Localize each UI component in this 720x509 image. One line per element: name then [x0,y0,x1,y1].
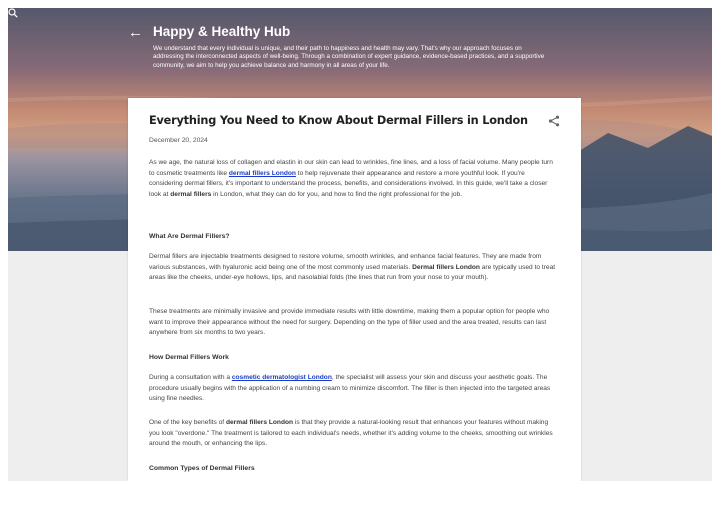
intro-bold: dermal fillers [170,190,212,198]
search-icon[interactable] [8,8,18,18]
p1-text-1: Dermal fillers are injectable treatments designed to restore volume, smooth wrinkles, and enhance facial features. They are made from various substances, with hyaluronic acid being one of the most commonly used materials. [149,253,542,271]
p3-text-2: , the specialist will assess your skin and discuss your aesthetic goals. The procedure usually begins with the application of a numbing cream to minimize discomfort. The filler is then injected into the targeted areas using fine needles. [149,374,551,402]
intro-paragraph [149,158,560,200]
blog-description: We understand that every individual is unique, and their path to happiness and health may vary. That's why our approach focuses on addressing the interconnected aspects of well-being. Through a combination of expert guidance, evidence-based practices, and a supportive community, we aim to help you achieve balance and harmony in all areas of your life. [153,45,545,69]
share-icon[interactable] [548,115,560,127]
p1-bold: Dermal fillers London [412,263,480,271]
paragraph-4 [149,418,560,450]
post-card [128,98,581,481]
intro-text-3: in London, what they can do for you, and how to find the right professional for the job. [211,190,463,198]
dermal-fillers-london-link[interactable]: dermal fillers London [228,169,296,177]
post-date: December 20, 2024 [149,137,208,144]
post-title[interactable]: Everything You Need to Know About Dermal Fillers in London [149,114,528,127]
section-heading-types: Common Types of Dermal Fillers [149,465,255,472]
p4-text-2: is that they provide a natural-looking result that enhances your features without making you look "overdone." The treatment is tailored to each individual's needs, whether it's adding volume to the cheeks, smoothing out wrinkles around the mouth, or enhancing the lips. [149,419,553,447]
paragraph-1 [149,252,560,284]
p1-text-2: are typically used to treat areas like the cheeks, under-eye hollows, lips, and nasolabial folds (the lines that run from your nose to your mouth). [149,263,556,281]
p4-bold: dermal fillers London [225,419,294,426]
intro-text-2: to help rejuvenate their appearance and restore a more youthful look. If you're considering dermal fillers, it's important to understand the process, benefits, and considerations involved. In this guide, we'll take a closer look at [149,169,548,198]
p4-text-1: One of the key benefits of [149,419,226,426]
page-frame [8,8,712,481]
blog-title[interactable]: Happy & Healthy Hub [153,24,291,39]
paragraph-3 [149,373,560,405]
arrow-left-icon[interactable]: ← [128,24,143,41]
paragraph-2: These treatments are minimally invasive and provide immediate results with little downtime, making them a popular option for people who want to improve their appearance without the need for surgery. Depending on the type of filler used and the area treated, results can last anywhere from six months to two years. [149,308,550,336]
section-heading-how: How Dermal Fillers Work [149,354,229,361]
intro-text-1: As we age, the natural loss of collagen and elastin in our skin can lead to wrinkles, fine lines, and a loss of facial volume. Many people turn to cosmetic treatments like [149,159,553,177]
cosmetic-dermatologist-london-link[interactable]: cosmetic dermatologist London [231,374,332,381]
p3-text-1: During a consultation with a [149,374,232,381]
section-heading-what: What Are Dermal Fillers? [149,233,230,240]
